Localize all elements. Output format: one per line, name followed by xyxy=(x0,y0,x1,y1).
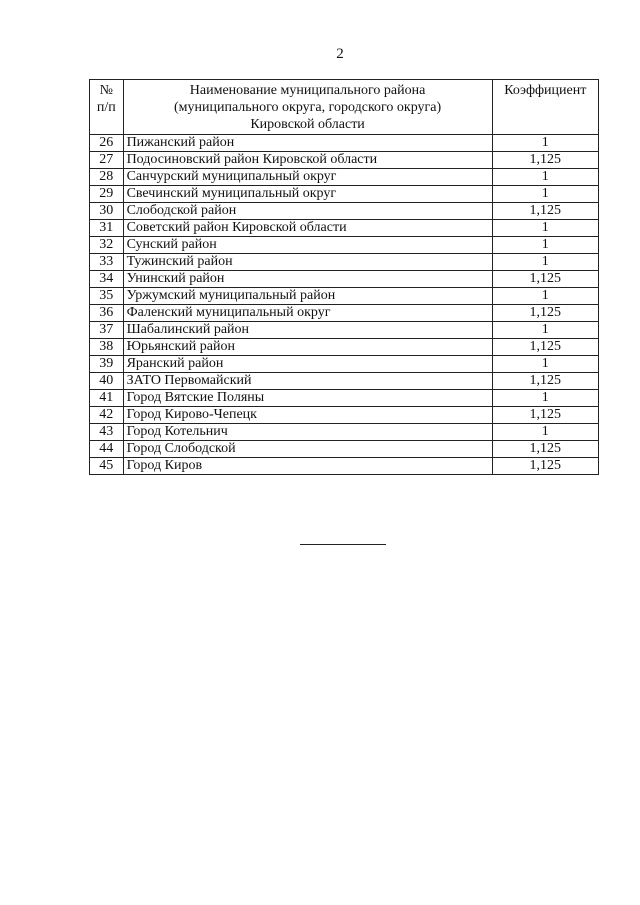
row-name: Подосиновский район Кировской области xyxy=(123,152,492,169)
row-name: Город Кирово-Чепецк xyxy=(123,407,492,424)
table-row xyxy=(90,169,599,186)
row-number: 37 xyxy=(90,322,124,339)
row-number: 42 xyxy=(90,407,124,424)
table-row xyxy=(90,186,599,203)
row-number: 35 xyxy=(90,288,124,305)
row-name: Унинский район xyxy=(123,271,492,288)
coefficient-table xyxy=(89,79,599,475)
table-header-row xyxy=(90,80,599,135)
header-number xyxy=(90,80,124,135)
table-row xyxy=(90,424,599,441)
row-coefficient: 1,125 xyxy=(492,458,598,475)
table-row xyxy=(90,152,599,169)
table-row xyxy=(90,322,599,339)
row-name: Уржумский муниципальный район xyxy=(123,288,492,305)
table-row xyxy=(90,458,599,475)
row-coefficient: 1 xyxy=(492,169,598,186)
row-number: 45 xyxy=(90,458,124,475)
row-number: 34 xyxy=(90,271,124,288)
row-number: 39 xyxy=(90,356,124,373)
row-coefficient: 1 xyxy=(492,322,598,339)
table-body xyxy=(90,135,599,475)
table-row xyxy=(90,237,599,254)
header-name-line3: Кировской области xyxy=(250,117,365,132)
row-number: 32 xyxy=(90,237,124,254)
row-name: Город Слободской xyxy=(123,441,492,458)
row-coefficient: 1,125 xyxy=(492,373,598,390)
header-coefficient: Коэффициент xyxy=(492,80,598,135)
header-number-abbr: п/п xyxy=(96,100,116,115)
row-coefficient: 1 xyxy=(492,135,598,152)
table-row xyxy=(90,220,599,237)
row-number: 26 xyxy=(90,135,124,152)
row-number: 29 xyxy=(90,186,124,203)
row-name: Советский район Кировской области xyxy=(123,220,492,237)
row-name: ЗАТО Первомайский xyxy=(123,373,492,390)
row-number: 27 xyxy=(90,152,124,169)
header-number-symbol: № xyxy=(99,83,113,98)
table-row xyxy=(90,203,599,220)
table-row xyxy=(90,373,599,390)
row-name: Свечинский муниципальный округ xyxy=(123,186,492,203)
header-name-line2: (муниципального округа, городского округа) xyxy=(173,100,442,115)
row-coefficient: 1,125 xyxy=(492,339,598,356)
row-number: 44 xyxy=(90,441,124,458)
row-coefficient: 1 xyxy=(492,254,598,271)
row-coefficient: 1,125 xyxy=(492,203,598,220)
row-coefficient: 1,125 xyxy=(492,152,598,169)
row-number: 33 xyxy=(90,254,124,271)
table-row xyxy=(90,390,599,407)
table-row xyxy=(90,135,599,152)
row-coefficient: 1 xyxy=(492,356,598,373)
row-number: 43 xyxy=(90,424,124,441)
row-number: 28 xyxy=(90,169,124,186)
table-row xyxy=(90,441,599,458)
row-coefficient: 1 xyxy=(492,237,598,254)
row-name: Шабалинский район xyxy=(123,322,492,339)
row-name: Пижанский район xyxy=(123,135,492,152)
row-coefficient: 1,125 xyxy=(492,271,598,288)
row-name: Юрьянский район xyxy=(123,339,492,356)
row-name: Тужинский район xyxy=(123,254,492,271)
row-number: 41 xyxy=(90,390,124,407)
row-number: 36 xyxy=(90,305,124,322)
row-coefficient: 1 xyxy=(492,390,598,407)
row-coefficient: 1 xyxy=(492,424,598,441)
header-name-line1: Наименование муниципального района xyxy=(189,83,426,98)
row-coefficient: 1 xyxy=(492,186,598,203)
row-name: Санчурский муниципальный округ xyxy=(123,169,492,186)
row-number: 30 xyxy=(90,203,124,220)
row-name: Город Вятские Поляны xyxy=(123,390,492,407)
row-name: Город Котельнич xyxy=(123,424,492,441)
row-name: Фаленский муниципальный округ xyxy=(123,305,492,322)
row-coefficient: 1,125 xyxy=(492,441,598,458)
row-coefficient: 1 xyxy=(492,220,598,237)
table-row xyxy=(90,254,599,271)
table-row xyxy=(90,339,599,356)
row-name: Яранский район xyxy=(123,356,492,373)
row-name: Сунский район xyxy=(123,237,492,254)
row-coefficient: 1,125 xyxy=(492,407,598,424)
row-coefficient: 1 xyxy=(492,288,598,305)
row-name: Город Киров xyxy=(123,458,492,475)
row-number: 38 xyxy=(90,339,124,356)
page-number: 2 xyxy=(336,46,344,62)
row-name: Слободской район xyxy=(123,203,492,220)
table-row xyxy=(90,271,599,288)
closing-rule xyxy=(300,544,386,545)
table-row xyxy=(90,407,599,424)
row-number: 31 xyxy=(90,220,124,237)
table-row xyxy=(90,356,599,373)
header-name xyxy=(123,80,492,135)
table-row xyxy=(90,288,599,305)
row-number: 40 xyxy=(90,373,124,390)
row-coefficient: 1,125 xyxy=(492,305,598,322)
table-row xyxy=(90,305,599,322)
